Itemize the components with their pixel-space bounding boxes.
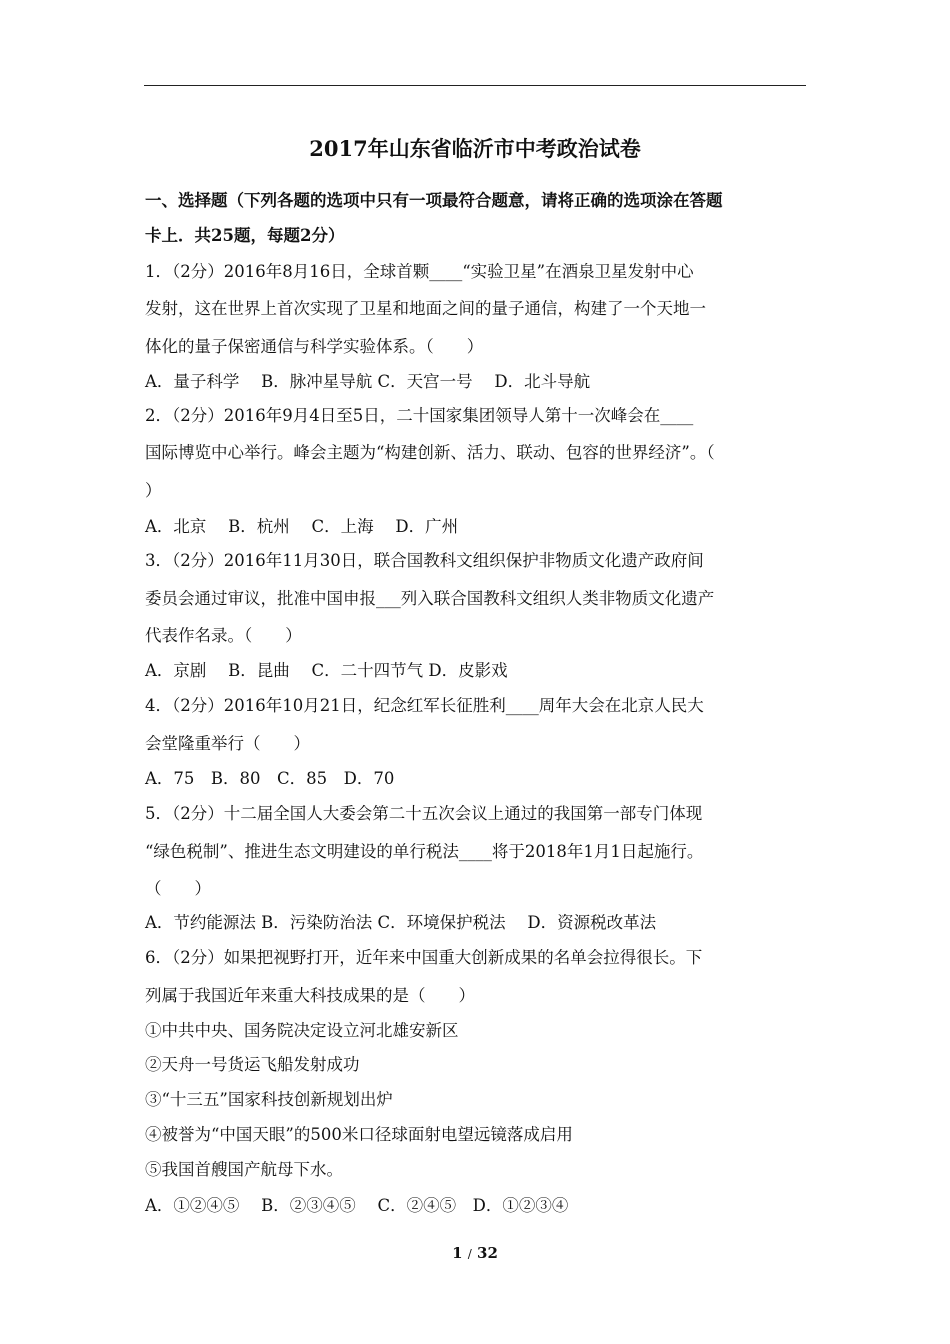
question-5-line-3: （ ）	[145, 879, 211, 898]
question-6-statement-2: ②天舟一号货运飞船发射成功	[145, 1055, 360, 1074]
question-4-line-2: 会堂隆重举行（ ）	[145, 734, 310, 753]
question-2-line-3: ）	[145, 481, 162, 500]
question-1-line-1: 1．（2分）2016年8月16日，全球首颗____“实验卫星”在酒泉卫星发射中心	[145, 262, 694, 281]
question-3-line-2: 委员会通过审议，批准中国申报___列入联合国教科文组织人类非物质文化遗产	[145, 589, 715, 608]
question-4-line-1: 4．（2分）2016年10月21日，纪念红军长征胜利____周年大会在北京人民大	[145, 696, 704, 715]
section-heading-line-2: 卡上．共25题，每题2分）	[145, 226, 345, 245]
current-page: 1	[452, 1244, 463, 1262]
question-4-options: A．75 B．80 C．85 D．70	[145, 769, 395, 788]
question-6-line-1: 6．（2分）如果把视野打开，近年来中国重大创新成果的名单会拉得很长。下	[145, 948, 703, 967]
question-5-options: A．节约能源法 B．污染防治法 C．环境保护税法 D．资源税改革法	[145, 913, 657, 932]
question-6-statement-3: ③“十三五”国家科技创新规划出炉	[145, 1090, 393, 1109]
page-number	[0, 1241, 950, 1266]
question-2-options: A．北京 B．杭州 C．上海 D．广州	[145, 517, 459, 536]
page-separator: /	[467, 1247, 472, 1261]
question-1-line-3: 体化的量子保密通信与科学实验体系。（ ）	[145, 337, 484, 356]
question-5-line-1: 5．（2分）十二届全国人大委会第二十五次会议上通过的我国第一部专门体现	[145, 804, 703, 823]
section-heading-line-1: 一、选择题（下列各题的选项中只有一项最符合题意，请将正确的选项涂在答题	[145, 191, 723, 210]
question-3-line-1: 3．（2分）2016年11月30日，联合国教科文组织保护非物质文化遗产政府间	[145, 551, 704, 570]
question-6-line-2: 列属于我国近年来重大科技成果的是（ ）	[145, 986, 475, 1005]
question-1-options: A．量子科学 B．脉冲星导航 C．天宫一号 D．北斗导航	[145, 372, 591, 391]
page-title: 2017年山东省临沂市中考政治试卷	[309, 136, 641, 161]
question-1-line-2: 发射，这在世界上首次实现了卫星和地面之间的量子通信，构建了一个天地一	[145, 299, 706, 318]
header-rule	[144, 85, 806, 86]
question-6-options: A．①②④⑤ B．②③④⑤ C．②④⑤ D．①②③④	[145, 1196, 569, 1215]
question-3-options: A．京剧 B．昆曲 C．二十四节气 D．皮影戏	[145, 661, 508, 680]
question-6-statement-5: ⑤我国首艘国产航母下水。	[145, 1160, 343, 1179]
question-2-line-2: 国际博览中心举行。峰会主题为“构建创新、活力、联动、包容的世界经济”。（	[145, 443, 715, 462]
question-2-line-1: 2．（2分）2016年9月4日至5日，二十国家集团领导人第十一次峰会在____	[145, 406, 694, 425]
question-6-statement-1: ①中共中央、国务院决定设立河北雄安新区	[145, 1021, 459, 1040]
total-pages: 32	[477, 1244, 498, 1262]
question-6-statement-4: ④被誉为“中国天眼”的500米口径球面射电望远镜落成启用	[145, 1125, 573, 1144]
question-3-line-3: 代表作名录。（ ）	[145, 626, 302, 645]
question-5-line-2: “绿色税制”、推进生态文明建设的单行税法____将于2018年1月1日起施行。	[145, 842, 704, 861]
